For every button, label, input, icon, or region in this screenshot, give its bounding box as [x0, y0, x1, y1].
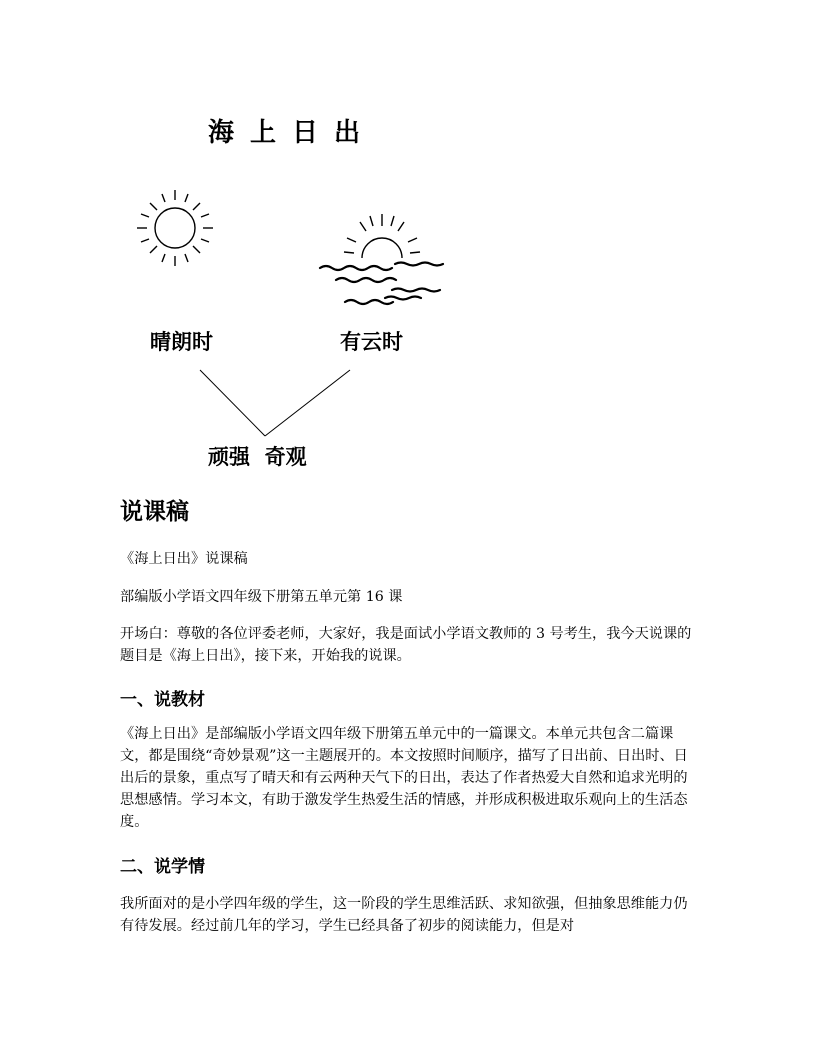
doc-intro: 开场白：尊敬的各位评委老师，大家好，我是面试小学语文教师的 3 号考生，我今天说课的题目是《海上日出》，接下来，开始我的说课。 — [120, 626, 692, 664]
doc-line1: 《海上日出》说课稿 — [120, 551, 248, 567]
rising-sun-icon — [344, 214, 420, 258]
drawing-title: 海上日出 — [208, 118, 377, 148]
section1-title: 一、说教材 — [120, 690, 205, 710]
label-sunny: 晴朗时 — [150, 329, 213, 354]
label-result: 顽强 奇观 — [208, 444, 307, 469]
sunny-sun-icon — [137, 190, 213, 266]
section1-body: 《海上日出》是部编版小学语文四年级下册第五单元中的一篇课文。本单元共包含二篇课文，都是围绕“奇妙景观”这一主题展开的。本文按照时间顺序，描写了日出前、日出时、日出后的景象，重点写了晴天和有云两种天气下的日出，表达了作者热爱大自然和追求光明的思想感情。学习本文，有助于激发学生热爱生活的情感，并形成积极进取乐观向上的生活态度。 — [120, 726, 688, 830]
section2-title: 二、说学情 — [120, 857, 205, 877]
label-cloudy: 有云时 — [340, 329, 403, 354]
doc-heading: 说课稿 — [120, 499, 189, 525]
section2-body: 我所面对的是小学四年级的学生，这一阶段的学生思维活跃、求知欲强，但抽象思维能力仍有待发展。经过前几年的学习，学生已经具备了初步的阅读能力，但是对 — [120, 896, 688, 934]
doc-line2: 部编版小学语文四年级下册第五单元第 16 课 — [120, 589, 403, 605]
sea-waves-icon — [320, 263, 443, 305]
connector-lines — [200, 370, 350, 436]
sunrise-sketch — [0, 0, 816, 480]
